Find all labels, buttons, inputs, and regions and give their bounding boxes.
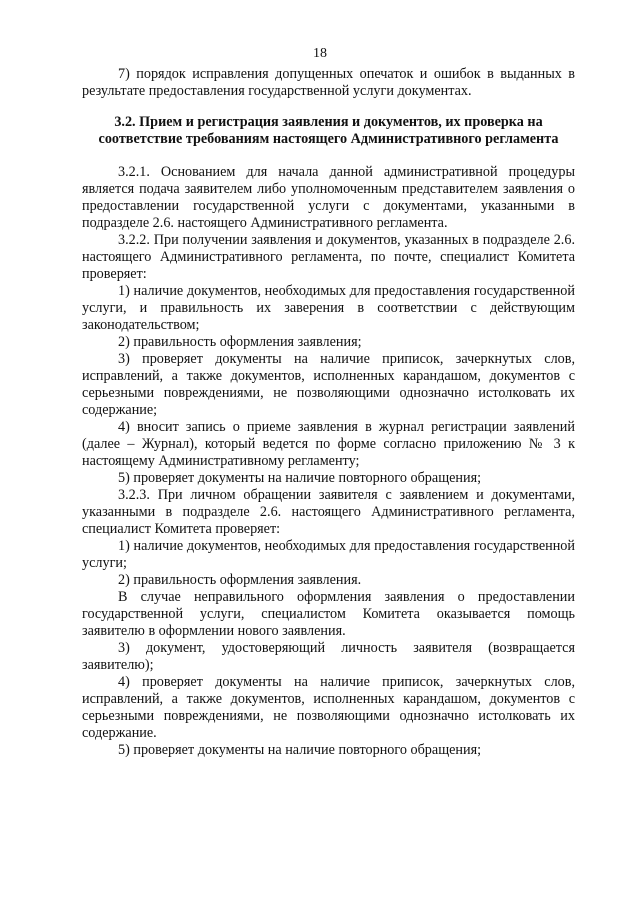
list-item: 3) проверяет документы на наличие приписок, зачеркнутых слов, исправлений, а также документов, исполненных карандашом, документов с серьезными повреждениями, не позволяющими однозначно истолковать их содержание;: [82, 351, 575, 418]
list-item: 1) наличие документов, необходимых для предоставления государственной услуги;: [82, 538, 575, 571]
list-item: 3) документ, удостоверяющий личность заявителя (возвращается заявителю);: [82, 640, 575, 673]
list-item: 1) наличие документов, необходимых для предоставления государственной услуги, и правильность их заверения в соответствии с действующим законодательством;: [82, 283, 575, 333]
paragraph-top-1: 7) порядок исправления допущенных опечаток и ошибок в выданных в результате предоставления государственной услуги документах.: [82, 66, 575, 99]
list-item: 4) вносит запись о приеме заявления в журнал регистрации заявлений (далее – Журнал), который ведется по форме согласно приложению № 3 к настоящему Административному регламенту;: [82, 419, 575, 469]
section-heading: 3.2. Прием и регистрация заявления и документов, их проверка на соответствие требованиям настоящего Административного регламента: [98, 114, 559, 147]
list-item: 5) проверяет документы на наличие повторного обращения;: [118, 742, 482, 758]
page-number: 18: [313, 46, 327, 61]
paragraph: 3.2.3. При личном обращении заявителя с заявлением и документами, указанными в подразделе 2.6. настоящего Административного регламента, специалист Комитета проверяет:: [82, 487, 575, 537]
paragraph: В случае неправильного оформления заявления о предоставлении государственной услуги, специалистом Комитета оказывается помощь заявителю в оформлении нового заявления.: [82, 589, 575, 639]
paragraph: 3.2.2. При получении заявления и документов, указанных в подразделе 2.6. настоящего Административного регламента, по почте, специалист Комитета проверяет:: [82, 232, 575, 282]
paragraph: 3.2.1. Основанием для начала данной административной процедуры является подача заявителем либо уполномоченным представителем заявления о предоставлении государственной услуги с документами, указанными в подразделе 2.6. настоящего Административного регламента.: [82, 164, 575, 231]
list-item: 2) правильность оформления заявления.: [118, 572, 362, 588]
document-body: [82, 66, 575, 759]
list-item: 4) проверяет документы на наличие приписок, зачеркнутых слов, исправлений, а также документов, исполненных карандашом, документов с серьезными повреждениями, не позволяющими однозначно истолковать их содержание.: [82, 674, 575, 741]
list-item: 5) проверяет документы на наличие повторного обращения;: [118, 470, 482, 486]
list-item: 2) правильность оформления заявления;: [118, 334, 362, 350]
